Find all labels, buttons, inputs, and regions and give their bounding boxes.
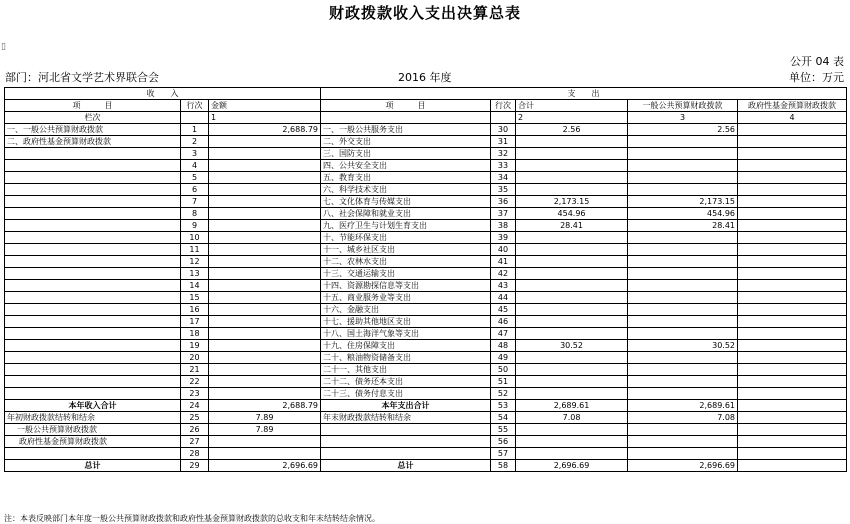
table-row xyxy=(5,376,847,388)
expense-row-no: 45 xyxy=(491,304,516,316)
income-row-no: 22 xyxy=(181,376,209,388)
expense-item: 十七、援助其他地区支出 xyxy=(321,316,491,328)
expense-fund-budget xyxy=(738,244,847,256)
expense-total: 7.08 xyxy=(516,412,628,424)
income-row-no: 4 xyxy=(181,160,209,172)
expense-row-no: 54 xyxy=(491,412,516,424)
table-row xyxy=(5,316,847,328)
income-amount xyxy=(209,136,321,148)
expense-item: 二十、粮油物资储备支出 xyxy=(321,352,491,364)
income-item xyxy=(5,148,181,160)
income-row-no: 27 xyxy=(181,436,209,448)
expense-total xyxy=(516,184,628,196)
expense-fund-budget xyxy=(738,412,847,424)
expense-total: 2,173.15 xyxy=(516,196,628,208)
expense-general-budget xyxy=(628,364,738,376)
income-item xyxy=(5,388,181,400)
expense-item: 二十二、债务还本支出 xyxy=(321,376,491,388)
income-amount: 2,688.79 xyxy=(209,124,321,136)
income-amount xyxy=(209,304,321,316)
income-row-no: 9 xyxy=(181,220,209,232)
income-amount xyxy=(209,184,321,196)
expense-item: 十四、资源勘探信息等支出 xyxy=(321,280,491,292)
expense-total xyxy=(516,280,628,292)
expense-general-budget xyxy=(628,328,738,340)
expense-general-budget: 30.52 xyxy=(628,340,738,352)
income-amount xyxy=(209,436,321,448)
general-budget-header: 一般公共预算财政拨款 xyxy=(628,100,738,112)
expense-item: 二、外交支出 xyxy=(321,136,491,148)
totals-row xyxy=(5,400,847,412)
col-index-4: 4 xyxy=(738,112,847,124)
expense-row-no: 30 xyxy=(491,124,516,136)
expense-fund-budget xyxy=(738,256,847,268)
income-row-no: 7 xyxy=(181,196,209,208)
income-item xyxy=(5,172,181,184)
expense-fund-budget xyxy=(738,340,847,352)
expense-row-no: 56 xyxy=(491,436,516,448)
expense-total: 2.56 xyxy=(516,124,628,136)
table-row xyxy=(5,364,847,376)
expense-general-budget xyxy=(628,292,738,304)
expense-row-no: 53 xyxy=(491,400,516,412)
income-row-no: 13 xyxy=(181,268,209,280)
expense-row-no: 37 xyxy=(491,208,516,220)
expense-fund-budget xyxy=(738,124,847,136)
expense-fund-budget xyxy=(738,136,847,148)
table-row xyxy=(5,292,847,304)
income-row-no: 21 xyxy=(181,364,209,376)
expense-fund-budget xyxy=(738,436,847,448)
table-row xyxy=(5,208,847,220)
expense-item: 六、科学技术支出 xyxy=(321,184,491,196)
expense-general-budget: 2,173.15 xyxy=(628,196,738,208)
carry-row xyxy=(5,412,847,424)
expense-total xyxy=(516,268,628,280)
income-row-no: 20 xyxy=(181,352,209,364)
income-row-no: 18 xyxy=(181,328,209,340)
expense-item: 十一、城乡社区支出 xyxy=(321,244,491,256)
expense-item: 年末财政拨款结转和结余 xyxy=(321,412,491,424)
expense-row-no-header: 行次 xyxy=(491,100,516,112)
expense-item xyxy=(321,436,491,448)
expense-row-no: 34 xyxy=(491,172,516,184)
table-row xyxy=(5,256,847,268)
expense-fund-budget xyxy=(738,400,847,412)
expense-general-budget xyxy=(628,172,738,184)
carry-row xyxy=(5,448,847,460)
income-item xyxy=(5,364,181,376)
carry-row xyxy=(5,424,847,436)
income-item xyxy=(5,352,181,364)
expense-item: 四、公共安全支出 xyxy=(321,160,491,172)
expense-total xyxy=(516,364,628,376)
expense-total xyxy=(516,316,628,328)
grand-total-general-budget: 2,696.69 xyxy=(628,460,738,472)
expense-general-budget xyxy=(628,304,738,316)
expense-general-budget: 28.41 xyxy=(628,220,738,232)
income-item xyxy=(5,292,181,304)
expense-row-no: 31 xyxy=(491,136,516,148)
expense-fund-budget xyxy=(738,328,847,340)
grand-total-row xyxy=(5,460,847,472)
expense-fund-budget xyxy=(738,280,847,292)
expense-row-no: 46 xyxy=(491,316,516,328)
table-row xyxy=(5,184,847,196)
col-label: 栏次 xyxy=(5,112,181,124)
income-amount xyxy=(209,340,321,352)
income-amount xyxy=(209,220,321,232)
expense-general-budget: 7.08 xyxy=(628,412,738,424)
income-row-no: 26 xyxy=(181,424,209,436)
income-row-no: 24 xyxy=(181,400,209,412)
table-row xyxy=(5,328,847,340)
expense-fund-budget xyxy=(738,376,847,388)
budget-table xyxy=(4,87,847,472)
table-row xyxy=(5,304,847,316)
expense-item: 二十三、债务付息支出 xyxy=(321,388,491,400)
table-row xyxy=(5,172,847,184)
income-amount xyxy=(209,232,321,244)
expense-fund-budget xyxy=(738,172,847,184)
expense-general-budget xyxy=(628,352,738,364)
income-item xyxy=(5,340,181,352)
expense-item: 一、一般公共服务支出 xyxy=(321,124,491,136)
expense-item: 九、医疗卫生与计划生育支出 xyxy=(321,220,491,232)
income-amount xyxy=(209,316,321,328)
expense-row-no: 50 xyxy=(491,364,516,376)
col-index-2: 2 xyxy=(516,112,628,124)
income-amount xyxy=(209,208,321,220)
income-amount xyxy=(209,172,321,184)
expense-total: 30.52 xyxy=(516,340,628,352)
income-item-header: 项 目 xyxy=(5,100,181,112)
income-item: 政府性基金预算财政拨款 xyxy=(5,436,181,448)
expense-total xyxy=(516,172,628,184)
expense-item: 十五、商业服务业等支出 xyxy=(321,292,491,304)
expense-general-budget xyxy=(628,424,738,436)
expense-total: 454.96 xyxy=(516,208,628,220)
department-label: 部门：河北省文学艺术界联合会 xyxy=(5,71,159,84)
expense-total xyxy=(516,136,628,148)
grand-total-expense-label: 总计 xyxy=(321,460,491,472)
income-amount xyxy=(209,244,321,256)
carry-row xyxy=(5,436,847,448)
expense-total xyxy=(516,424,628,436)
income-amount xyxy=(209,364,321,376)
income-row-no: 14 xyxy=(181,280,209,292)
income-amount xyxy=(209,256,321,268)
expense-total xyxy=(516,256,628,268)
expense-general-budget xyxy=(628,148,738,160)
expense-general-budget xyxy=(628,316,738,328)
expense-fund-budget xyxy=(738,352,847,364)
expense-item: 三、国防支出 xyxy=(321,148,491,160)
table-row xyxy=(5,340,847,352)
grand-total-income-amount: 2,696.69 xyxy=(209,460,321,472)
expense-row-no: 36 xyxy=(491,196,516,208)
income-item: 二、政府性基金预算财政拨款 xyxy=(5,136,181,148)
expense-row-no: 40 xyxy=(491,244,516,256)
income-row-no: 11 xyxy=(181,244,209,256)
expense-fund-budget xyxy=(738,388,847,400)
expense-item: 八、社会保障和就业支出 xyxy=(321,208,491,220)
expense-row-no: 38 xyxy=(491,220,516,232)
expense-fund-budget xyxy=(738,160,847,172)
expense-item: 二十一、其他支出 xyxy=(321,364,491,376)
income-row-no: 10 xyxy=(181,232,209,244)
expense-total xyxy=(516,376,628,388)
form-number: 公开 04 表 xyxy=(790,55,844,68)
income-amount xyxy=(209,160,321,172)
expense-row-no: 47 xyxy=(491,328,516,340)
income-amount xyxy=(209,268,321,280)
income-total-amount: 2,688.79 xyxy=(209,400,321,412)
table-row xyxy=(5,388,847,400)
income-amount xyxy=(209,388,321,400)
income-row-no: 29 xyxy=(181,460,209,472)
expense-item: 十八、国土海洋气象等支出 xyxy=(321,328,491,340)
expense-fund-budget xyxy=(738,268,847,280)
income-row-no: 1 xyxy=(181,124,209,136)
unit-label: 单位：万元 xyxy=(789,71,844,84)
expense-general-budget xyxy=(628,244,738,256)
expense-row-no: 52 xyxy=(491,388,516,400)
expense-row-no: 58 xyxy=(491,460,516,472)
expense-row-no: 32 xyxy=(491,148,516,160)
expense-row-no: 33 xyxy=(491,160,516,172)
expense-item-header: 项 目 xyxy=(321,100,491,112)
expense-general-budget xyxy=(628,160,738,172)
expense-fund-budget xyxy=(738,304,847,316)
income-item: 年初财政拨款结转和结余 xyxy=(5,412,181,424)
income-item xyxy=(5,244,181,256)
table-row xyxy=(5,136,847,148)
expense-total xyxy=(516,448,628,460)
income-amount-header: 金额 xyxy=(209,100,321,112)
income-amount xyxy=(209,352,321,364)
expense-fund-budget xyxy=(738,184,847,196)
expense-row-no: 43 xyxy=(491,280,516,292)
table-row xyxy=(5,220,847,232)
section-header-row xyxy=(5,88,847,100)
fund-budget-header: 政府性基金预算财政拨款 xyxy=(738,100,847,112)
expense-general-budget xyxy=(628,376,738,388)
expense-total-amount: 2,689.61 xyxy=(516,400,628,412)
income-row-no: 23 xyxy=(181,388,209,400)
expense-general-budget-total: 2,689.61 xyxy=(628,400,738,412)
income-item xyxy=(5,448,181,460)
income-item xyxy=(5,220,181,232)
expense-row-no: 35 xyxy=(491,184,516,196)
expense-row-no: 41 xyxy=(491,256,516,268)
income-row-no: 3 xyxy=(181,148,209,160)
expense-row-no: 39 xyxy=(491,232,516,244)
expense-item: 七、文化体育与传媒支出 xyxy=(321,196,491,208)
income-amount xyxy=(209,196,321,208)
expense-total xyxy=(516,352,628,364)
income-row-no: 2 xyxy=(181,136,209,148)
income-item xyxy=(5,232,181,244)
income-row-no: 19 xyxy=(181,340,209,352)
income-item xyxy=(5,280,181,292)
expense-row-no: 55 xyxy=(491,424,516,436)
income-item xyxy=(5,208,181,220)
table-row xyxy=(5,280,847,292)
expense-total xyxy=(516,292,628,304)
expense-general-budget xyxy=(628,268,738,280)
table-row xyxy=(5,244,847,256)
income-item xyxy=(5,316,181,328)
expense-row-no: 42 xyxy=(491,268,516,280)
expense-general-budget xyxy=(628,232,738,244)
expense-total: 28.41 xyxy=(516,220,628,232)
column-header-row xyxy=(5,100,847,112)
row-marker: ▯ xyxy=(1,42,6,52)
table-row xyxy=(5,124,847,136)
income-amount: 7.89 xyxy=(209,412,321,424)
expense-general-budget xyxy=(628,136,738,148)
grand-total-income-label: 总计 xyxy=(5,460,181,472)
expense-fund-budget xyxy=(738,232,847,244)
income-item xyxy=(5,256,181,268)
expense-general-budget xyxy=(628,256,738,268)
expense-total-label: 本年支出合计 xyxy=(321,400,491,412)
expense-general-budget: 454.96 xyxy=(628,208,738,220)
expense-item: 十、节能环保支出 xyxy=(321,232,491,244)
expense-fund-budget xyxy=(738,148,847,160)
table-row xyxy=(5,268,847,280)
table-row xyxy=(5,160,847,172)
income-row-no: 15 xyxy=(181,292,209,304)
expense-total xyxy=(516,160,628,172)
income-amount xyxy=(209,148,321,160)
expense-row-no: 48 xyxy=(491,340,516,352)
table-row xyxy=(5,196,847,208)
col-index-1: 1 xyxy=(209,112,321,124)
expense-general-budget: 2.56 xyxy=(628,124,738,136)
income-row-no: 6 xyxy=(181,184,209,196)
income-item xyxy=(5,196,181,208)
expense-item: 十六、金融支出 xyxy=(321,304,491,316)
expense-fund-budget xyxy=(738,424,847,436)
expense-total xyxy=(516,436,628,448)
expense-total xyxy=(516,304,628,316)
expense-fund-budget xyxy=(738,292,847,304)
expense-general-budget xyxy=(628,448,738,460)
expense-fund-budget xyxy=(738,196,847,208)
income-row-no: 28 xyxy=(181,448,209,460)
expense-general-budget xyxy=(628,388,738,400)
income-amount xyxy=(209,328,321,340)
expense-row-no: 44 xyxy=(491,292,516,304)
expense-item: 五、教育支出 xyxy=(321,172,491,184)
expense-total xyxy=(516,388,628,400)
expense-fund-budget xyxy=(738,448,847,460)
expense-section-header: 支 出 xyxy=(321,88,847,100)
income-amount xyxy=(209,280,321,292)
income-row-no: 12 xyxy=(181,256,209,268)
income-total-label: 本年收入合计 xyxy=(5,400,181,412)
expense-total xyxy=(516,244,628,256)
expense-fund-budget xyxy=(738,316,847,328)
income-row-no: 25 xyxy=(181,412,209,424)
income-row-no: 5 xyxy=(181,172,209,184)
income-row-no: 8 xyxy=(181,208,209,220)
expense-item xyxy=(321,448,491,460)
income-item xyxy=(5,328,181,340)
income-row-no-header: 行次 xyxy=(181,100,209,112)
column-index-row xyxy=(5,112,847,124)
expense-row-no: 51 xyxy=(491,376,516,388)
footnote: 注：本表反映部门本年度一般公共预算财政拨款和政府性基金预算财政拨款的总收支和年末结转结余情况。 xyxy=(4,514,380,523)
income-row-no: 16 xyxy=(181,304,209,316)
expense-total-header: 合计 xyxy=(516,100,628,112)
expense-total xyxy=(516,328,628,340)
page-title: 财政拨款收入支出决算总表 xyxy=(328,4,521,22)
income-section-header: 收 入 xyxy=(5,88,321,100)
income-item xyxy=(5,184,181,196)
table-row xyxy=(5,148,847,160)
income-amount: 7.89 xyxy=(209,424,321,436)
table-row xyxy=(5,352,847,364)
income-item xyxy=(5,376,181,388)
expense-item xyxy=(321,424,491,436)
income-item xyxy=(5,304,181,316)
income-row-no: 17 xyxy=(181,316,209,328)
expense-row-no: 57 xyxy=(491,448,516,460)
year-label: 2016 年度 xyxy=(398,71,452,84)
expense-item: 十三、交通运输支出 xyxy=(321,268,491,280)
grand-total-expense-amount: 2,696.69 xyxy=(516,460,628,472)
income-item xyxy=(5,268,181,280)
expense-fund-budget xyxy=(738,364,847,376)
expense-general-budget xyxy=(628,184,738,196)
expense-total xyxy=(516,148,628,160)
table-row xyxy=(5,232,847,244)
expense-general-budget xyxy=(628,280,738,292)
income-amount xyxy=(209,448,321,460)
expense-fund-budget xyxy=(738,220,847,232)
expense-item: 十九、住房保障支出 xyxy=(321,340,491,352)
expense-fund-budget xyxy=(738,208,847,220)
expense-general-budget xyxy=(628,436,738,448)
income-amount xyxy=(209,292,321,304)
expense-fund-budget xyxy=(738,460,847,472)
expense-row-no: 49 xyxy=(491,352,516,364)
expense-total xyxy=(516,232,628,244)
income-item: 一、一般公共预算财政拨款 xyxy=(5,124,181,136)
income-amount xyxy=(209,376,321,388)
income-item: 一般公共预算财政拨款 xyxy=(5,424,181,436)
col-index-3: 3 xyxy=(628,112,738,124)
income-item xyxy=(5,160,181,172)
expense-item: 十二、农林水支出 xyxy=(321,256,491,268)
